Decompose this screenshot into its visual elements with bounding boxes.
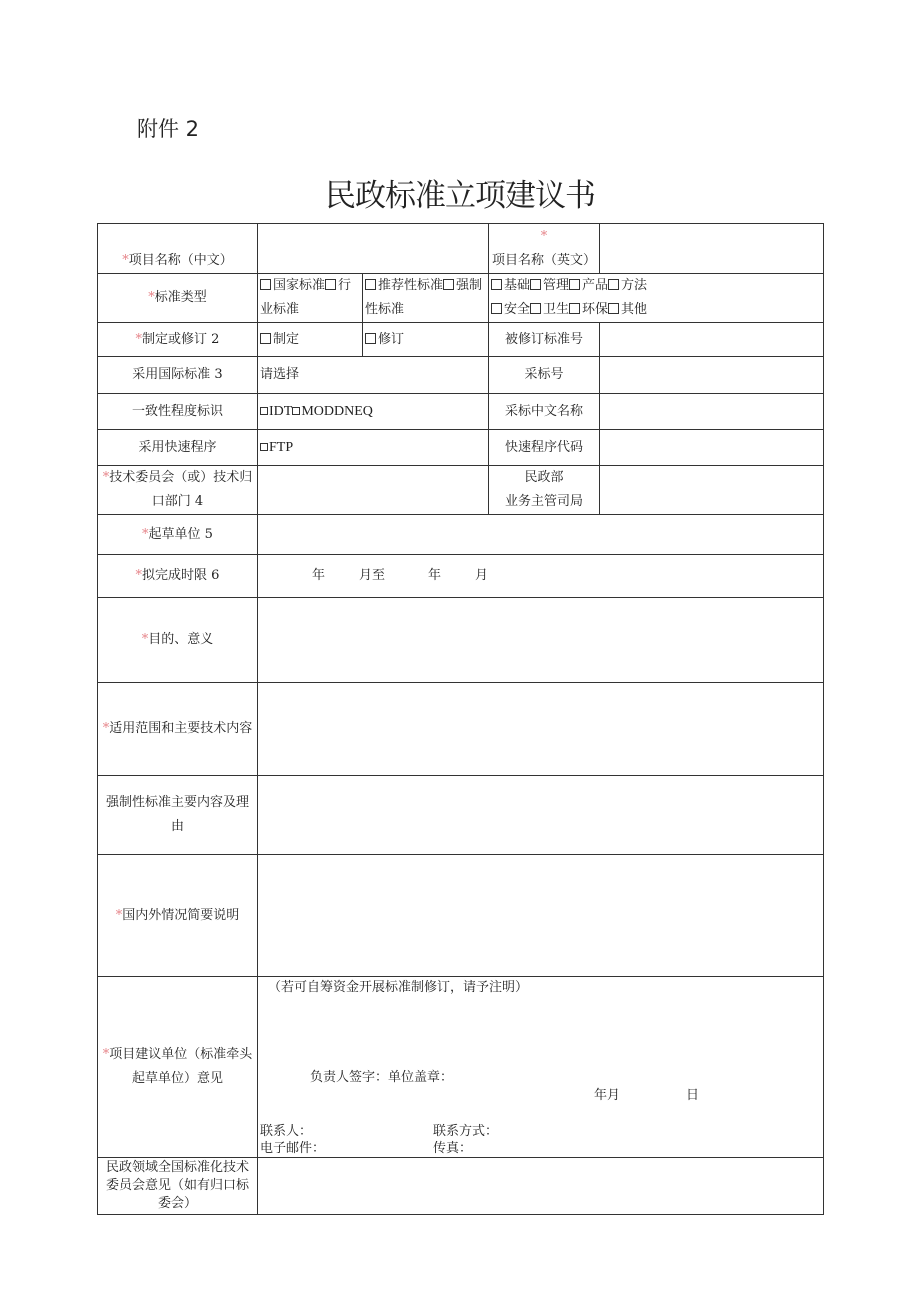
funding-note: （若可自筹资金开展标准制修订，请予注明） [268,980,529,995]
attachment-label: 附件 2 [137,117,200,141]
situation-input[interactable] [258,855,824,977]
name-en-input[interactable] [600,224,824,274]
checkbox-icon [292,407,300,415]
std-type-label: *标准类型 [98,274,258,323]
mca-dept-input[interactable] [600,466,824,515]
consistency-options[interactable]: IDT MODDNEQ [258,394,489,430]
revise-option[interactable]: 修订 [363,323,489,357]
email-label: 电子邮件： [260,1141,326,1156]
fast-code-input[interactable] [600,430,824,466]
adopt-no-label: 采标号 [489,357,600,394]
name-cn-input[interactable] [258,224,489,274]
name-cn-label: *项目名称（中文） [98,224,258,274]
checkbox-icon [260,333,271,344]
tech-committee-input[interactable] [258,466,489,515]
date-d: 日 [686,1088,700,1103]
ftp-option[interactable]: FTP [258,430,489,466]
intl-std-select[interactable]: 请选择 [258,357,489,394]
checkbox-icon [260,407,268,415]
adopt-no-input[interactable] [600,357,824,394]
checkbox-icon [260,279,271,290]
checkbox-icon [608,279,619,290]
tech-committee-label: *技术委员会（或）技术归口部门 4 [98,466,258,515]
contact-label: 联系人： [260,1124,313,1139]
scope-label: *适用范围和主要技术内容 [98,683,258,776]
fast-code-label: 快速程序代码 [489,430,600,466]
proposer-opinion-box[interactable] [258,977,824,1158]
fax-label: 传真： [433,1141,473,1156]
contact-way-label: 联系方式： [433,1124,499,1139]
checkbox-icon [365,333,376,344]
drafter-label: *起草单位 5 [98,515,258,555]
mca-dept-label: 民政部 业务主管司局 [489,466,600,515]
adopt-cn-name-input[interactable] [600,394,824,430]
purpose-label: *目的、意义 [98,598,258,683]
deadline-label: *拟完成时限 6 [98,555,258,598]
committee-opinion-label: 民政领域全国标准化技术委员会意见（如有归口标委会） [98,1158,258,1215]
checkbox-icon [365,279,376,290]
checkbox-icon [530,279,541,290]
document-title: 民政标准立项建议书 [325,178,595,214]
checkbox-icon [260,443,268,451]
checkbox-icon [491,303,502,314]
scope-input[interactable] [258,683,824,776]
date-ym: 年月 [594,1088,621,1103]
adopt-cn-name-label: 采标中文名称 [489,394,600,430]
deadline-input[interactable]: 年 月至 年 月 [258,555,824,598]
checkbox-icon [569,279,580,290]
std-type-national-industry[interactable]: 国家标准 行业标准 [258,274,363,323]
checkbox-icon [608,303,619,314]
mandatory-label: 强制性标准主要内容及理由 [98,776,258,855]
checkbox-icon [530,303,541,314]
std-type-recommend-mandatory[interactable]: 推荐性标准 强制性标准 [363,274,489,323]
sign-line: 负责人签字：单位盖章： [310,1070,454,1085]
drafter-input[interactable] [258,515,824,555]
intl-std-label: 采用国际标准 3 [98,357,258,394]
std-category-options[interactable]: 基础 管理 产品 方法 安全 卫生 环保 其他 [489,274,824,323]
purpose-input[interactable] [258,598,824,683]
make-option[interactable]: 制定 [258,323,363,357]
make-revise-label: *制定或修订 2 [98,323,258,357]
checkbox-icon [491,279,502,290]
committee-opinion-input[interactable] [258,1158,824,1215]
mandatory-input[interactable] [258,776,824,855]
checkbox-icon [443,279,454,290]
revised-std-no-label: 被修订标准号 [489,323,600,357]
fast-proc-label: 采用快速程序 [98,430,258,466]
consistency-label: 一致性程度标识 [98,394,258,430]
checkbox-icon [325,279,336,290]
checkbox-icon [569,303,580,314]
proposer-label: *项目建议单位（标准牵头起草单位）意见 [98,977,258,1158]
revised-std-no-input[interactable] [600,323,824,357]
situation-label: *国内外情况简要说明 [98,855,258,977]
name-en-label: *项目名称（英文） [489,224,600,274]
proposal-form-table [97,223,824,1215]
